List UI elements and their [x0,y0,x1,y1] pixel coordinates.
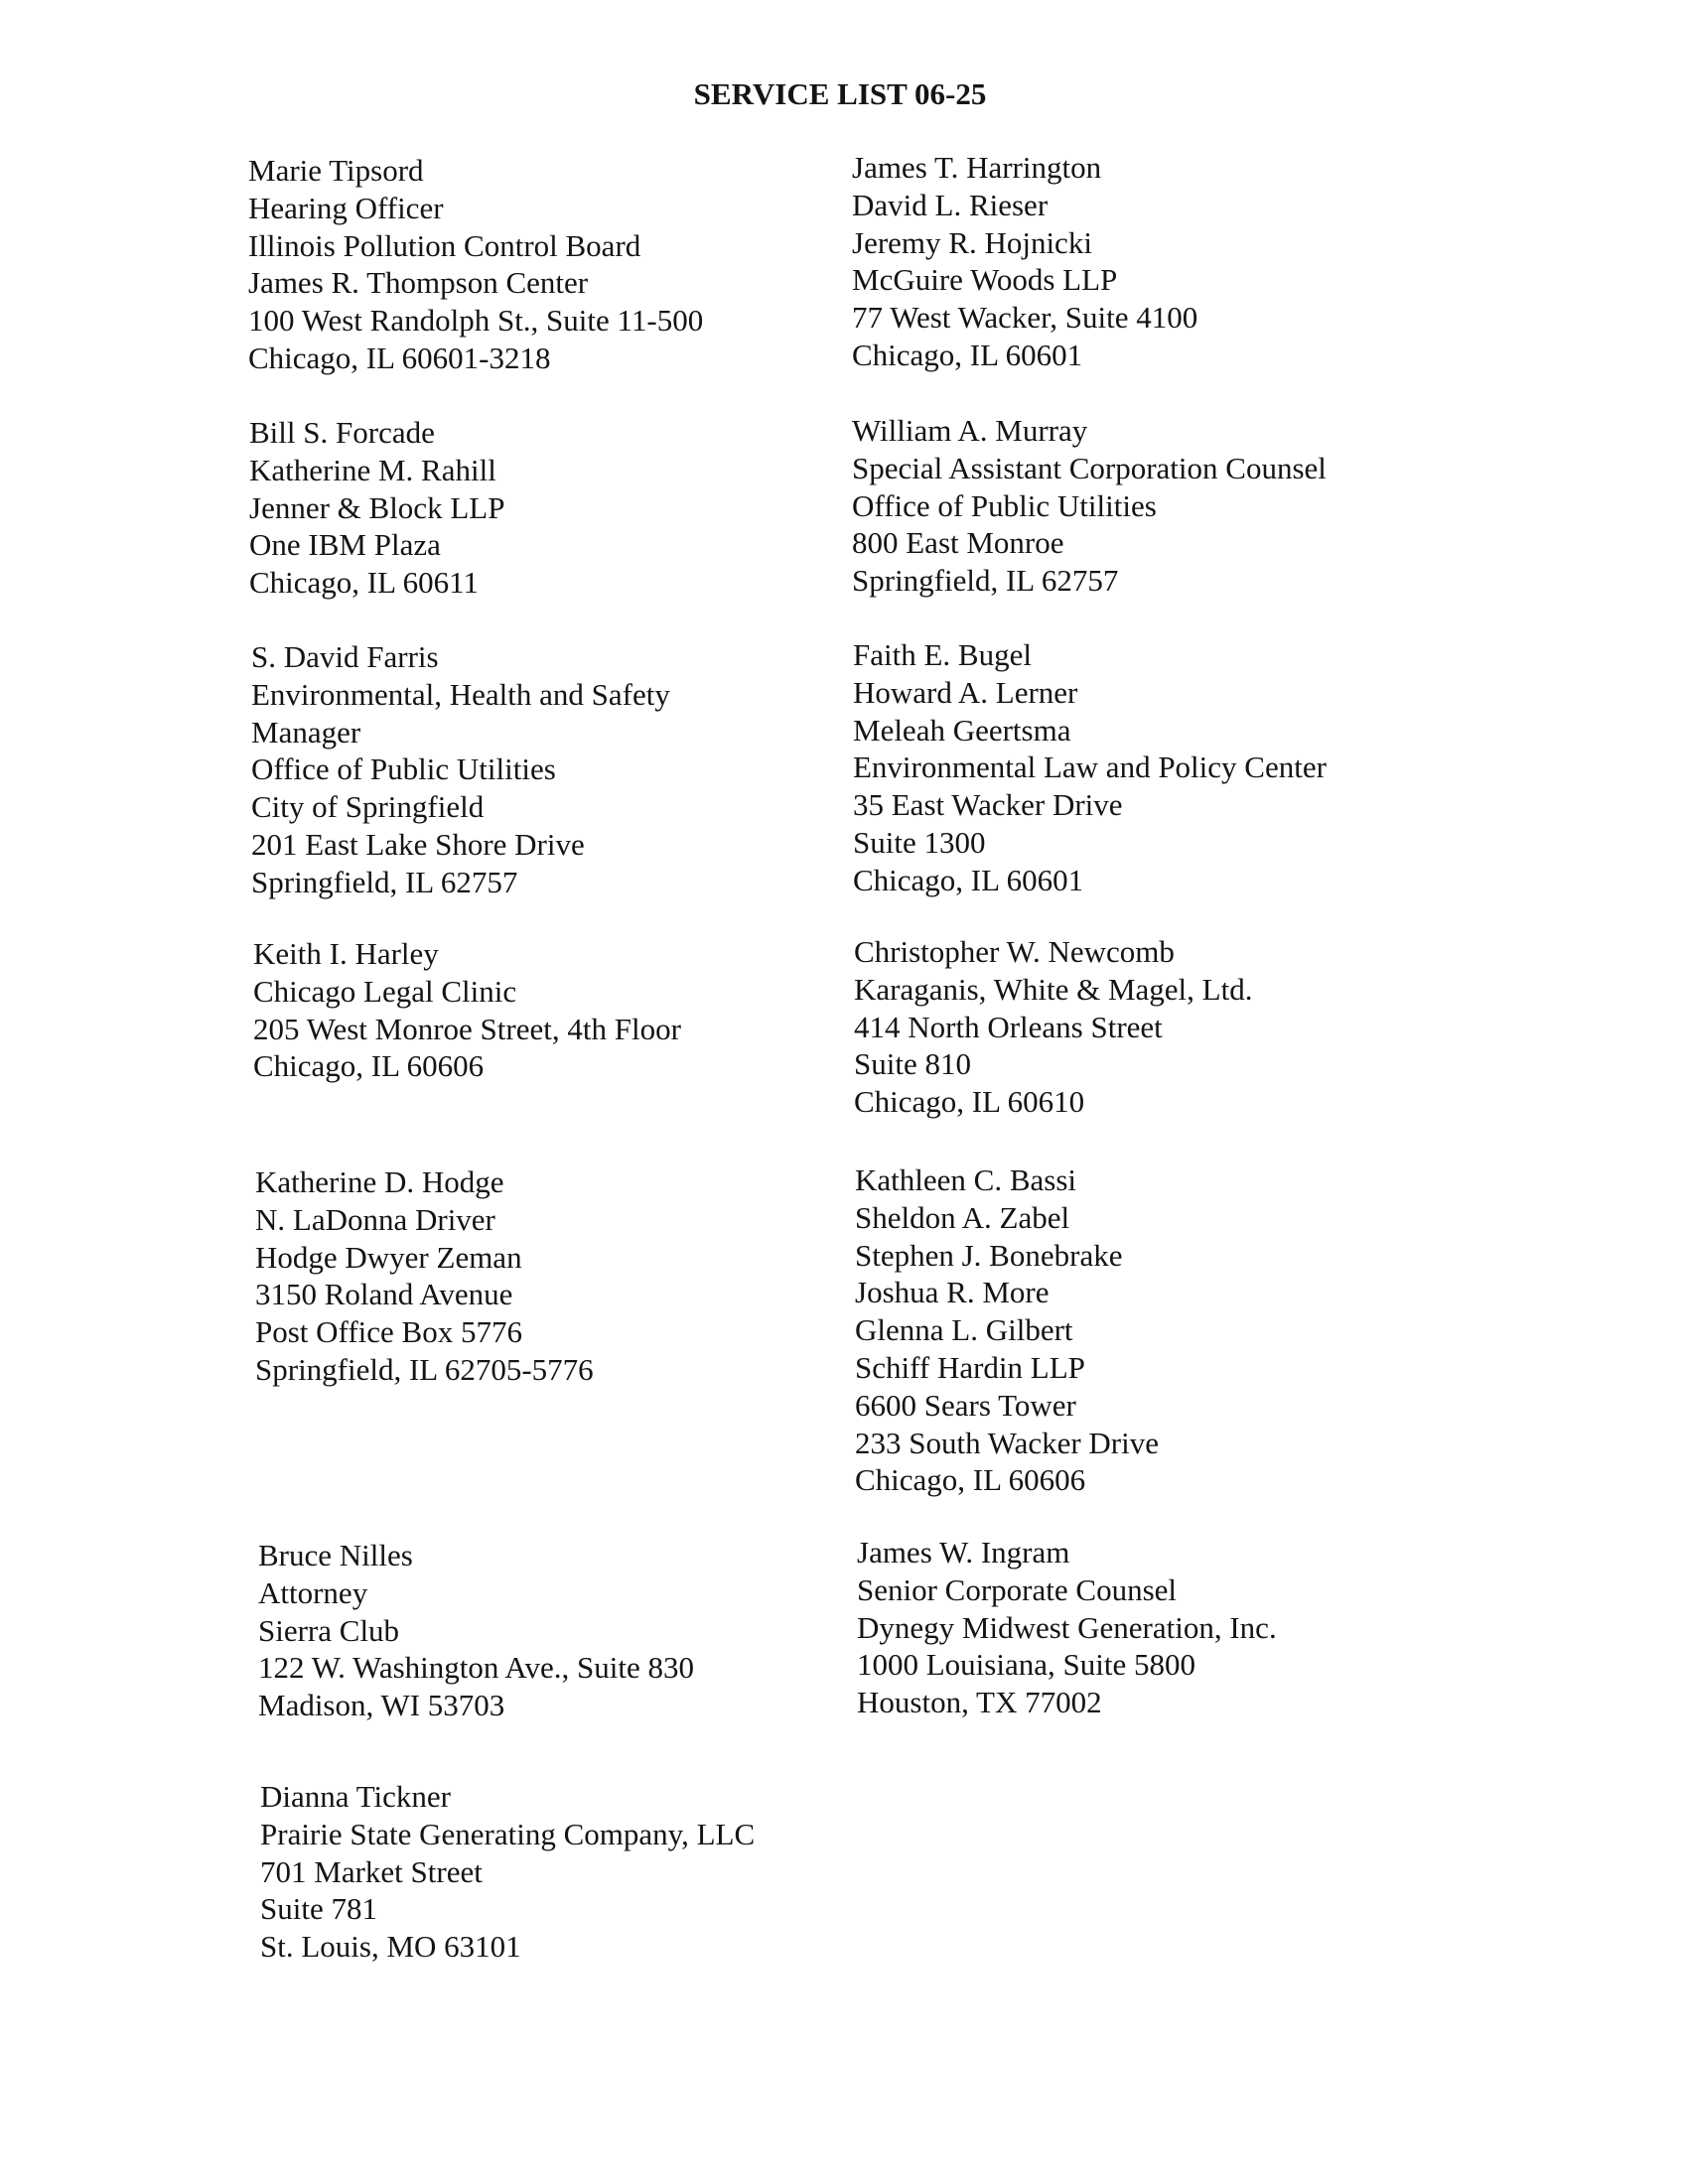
right-column-entry-line: Chicago, IL 60601 [852,337,1083,372]
right-column-entry-line: McGuire Woods LLP [852,262,1118,298]
right-column-entry-line: Jeremy R. Hojnicki [852,224,1092,260]
left-column-entry-line: Bill S. Forcade [249,415,435,450]
left-column-entry-line: Illinois Pollution Control Board [248,227,641,263]
left-column-entry-line: Attorney [258,1574,368,1610]
left-column-entry-line: City of Springfield [251,789,485,825]
left-column-entry-line: Chicago, IL 60601-3218 [248,340,551,375]
right-column-entry [852,149,1197,374]
right-column-entry-line: 1000 Louisiana, Suite 5800 [857,1647,1195,1683]
left-column-entry-line: Marie Tipsord [248,153,424,188]
left-column-entry-line: Chicago, IL 60606 [253,1048,485,1084]
right-column-entry-line: 233 South Wacker Drive [855,1425,1160,1460]
left-column-entry-line: One IBM Plaza [249,527,441,563]
left-column-entry-line: 205 West Monroe Street, 4th Floor [253,1011,681,1046]
left-column-entry-line: N. LaDonna Driver [255,1201,495,1237]
right-column-entry-line: Christopher W. Newcomb [854,934,1175,969]
right-column-entry [857,1534,1277,1721]
right-column-entry-line: Houston, TX 77002 [857,1685,1102,1720]
left-column-entry [253,935,681,1085]
right-column-entry-line: William A. Murray [852,413,1088,448]
right-column-entry-line: Suite 1300 [853,824,986,860]
right-column-entry-line: Suite 810 [854,1046,971,1082]
left-column-entry-line: 701 Market Street [260,1853,483,1889]
left-column-entry [258,1537,694,1724]
right-column-entry [853,636,1327,899]
left-column-entry-line: Chicago Legal Clinic [253,973,517,1009]
left-column-entry-line: Jenner & Block LLP [249,489,505,525]
right-column-entry-line: Chicago, IL 60606 [855,1462,1086,1498]
left-column-entry [255,1163,594,1389]
left-column-entry [248,152,703,377]
right-column-entry-line: Joshua R. More [855,1275,1050,1310]
left-column-entry-line: Prairie State Generating Company, LLC [260,1816,756,1851]
left-column-entry [260,1778,755,1966]
right-column-entry-line: Karaganis, White & Magel, Ltd. [854,971,1253,1007]
left-column-entry-line: Dianna Tickner [260,1779,452,1814]
right-column-entry-line: David L. Rieser [852,187,1049,222]
right-column-entry-line: Dynegy Midwest Generation, Inc. [857,1609,1277,1645]
right-column-entry-line: Chicago, IL 60601 [853,862,1084,897]
left-column-entry-line: Office of Public Utilities [251,751,556,787]
right-column-entry-line: Meleah Geertsma [853,712,1071,748]
right-column-entry-line: Kathleen C. Bassi [855,1162,1076,1197]
right-column-entry-line: Special Assistant Corporation Counsel [852,450,1327,485]
right-column-entry-line: Sheldon A. Zabel [855,1199,1070,1235]
left-column-entry-line: Hodge Dwyer Zeman [255,1239,522,1275]
right-column-entry-line: James T. Harrington [852,150,1102,185]
right-column-entry-line: Environmental Law and Policy Center [853,750,1327,785]
left-column-entry-line: S. David Farris [251,639,439,674]
right-column-entry [854,933,1252,1121]
right-column-entry-line: Glenna L. Gilbert [855,1312,1073,1348]
left-column-entry-line: Madison, WI 53703 [258,1688,505,1723]
left-column-entry [251,638,670,901]
right-column-entry-line: James W. Ingram [857,1535,1070,1570]
right-column-entry-line: Office of Public Utilities [852,487,1157,523]
left-column-entry-line: Sierra Club [258,1612,400,1648]
left-column-entry-line: Chicago, IL 60611 [249,565,480,601]
right-column-entry-line: Faith E. Bugel [853,637,1032,672]
right-column-entry-line: Howard A. Lerner [853,674,1078,710]
page-title [0,74,1684,114]
right-column-entry-line: Stephen J. Bonebrake [855,1237,1123,1273]
right-column-entry-line: 77 West Wacker, Suite 4100 [852,300,1198,336]
left-column-entry-line: Manager [251,714,361,750]
page-title-text: SERVICE LIST 06-25 [693,76,987,111]
right-column-entry [852,412,1327,600]
left-column-entry-line: Springfield, IL 62705-5776 [255,1351,594,1387]
left-column-entry-line: James R. Thompson Center [248,265,589,301]
right-column-entry-line: 35 East Wacker Drive [853,787,1123,823]
left-column-entry-line: Hearing Officer [248,190,444,225]
left-column-entry-line: Katherine M. Rahill [249,452,496,487]
right-column-entry-line: Springfield, IL 62757 [852,563,1119,599]
right-column-entry-line: Schiff Hardin LLP [855,1349,1085,1385]
right-column-entry-line: 6600 Sears Tower [855,1387,1076,1423]
right-column-entry [855,1161,1159,1499]
right-column-entry-line: Senior Corporate Counsel [857,1571,1178,1607]
left-column-entry-line: Post Office Box 5776 [255,1314,522,1350]
right-column-entry-line: 800 East Monroe [852,525,1064,561]
left-column-entry-line: 100 West Randolph St., Suite 11-500 [248,303,704,339]
left-column-entry-line: Environmental, Health and Safety [251,676,670,712]
left-column-entry-line: St. Louis, MO 63101 [260,1929,521,1965]
left-column-entry-line: 122 W. Washington Ave., Suite 830 [258,1650,694,1686]
right-column-entry-line: 414 North Orleans Street [854,1009,1163,1044]
left-column-entry-line: Bruce Nilles [258,1538,413,1572]
left-column-entry-line: Suite 781 [260,1891,377,1927]
left-column-entry [249,414,504,602]
left-column-entry-line: Keith I. Harley [253,936,439,971]
left-column-entry-line: Springfield, IL 62757 [251,864,518,899]
right-column-entry-line: Chicago, IL 60610 [854,1084,1085,1120]
left-column-entry-line: 201 East Lake Shore Drive [251,826,585,862]
left-column-entry-line: Katherine D. Hodge [255,1164,504,1199]
left-column-entry-line: 3150 Roland Avenue [255,1277,513,1312]
